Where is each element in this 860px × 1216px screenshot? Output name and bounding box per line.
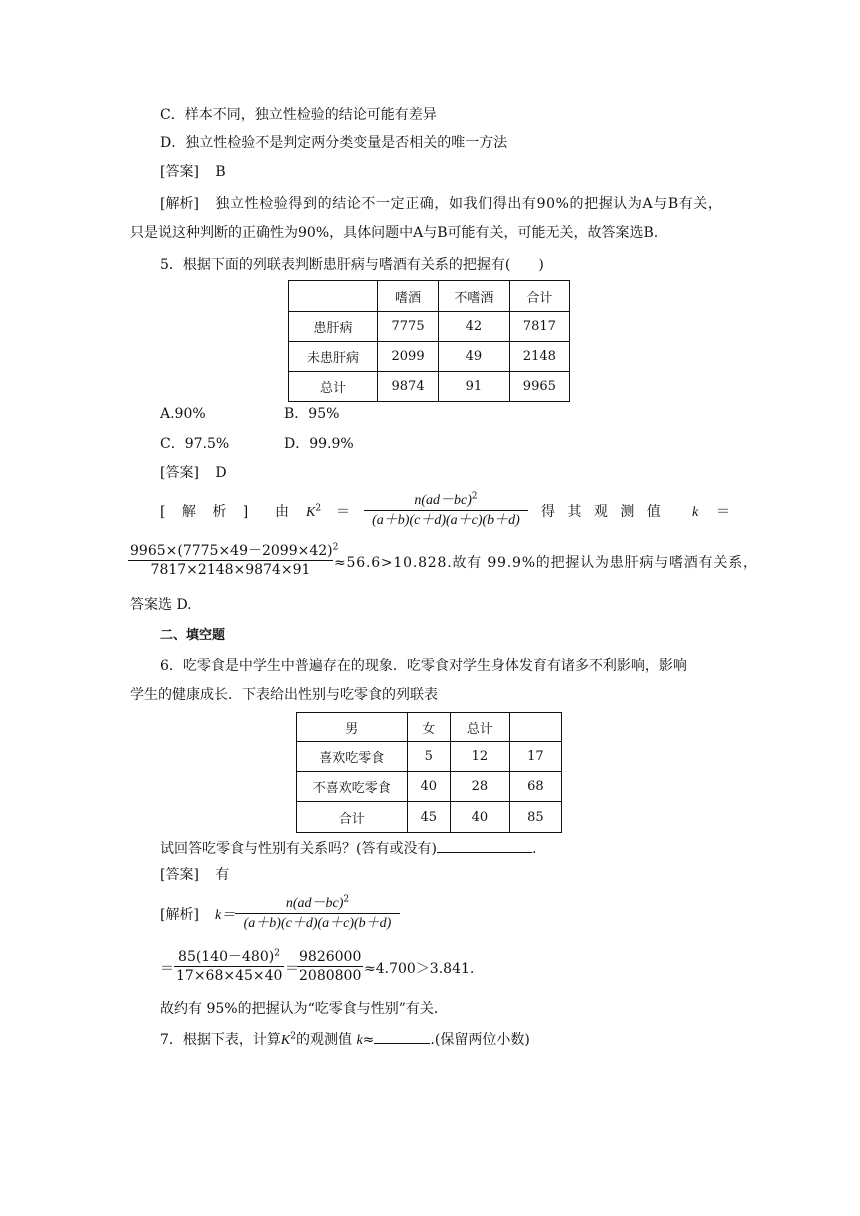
formula-denominator: (a＋b)(c＋d)(a＋c)(b＋d) [372,513,520,528]
table-row [297,772,562,802]
table-cell: 45 [407,802,450,833]
analysis-text: 独立性检验得到的结论不一定正确，如我们得出有90%的把握认为A与B有关， [215,196,723,212]
analysis-tag: [解析] [160,196,199,212]
q5-option-a: A.90% [160,406,206,422]
table-cell: 总计 [450,713,509,742]
q6-contingency-table [296,712,562,833]
q5-calc-fraction: $9965\times(7775\times 49-2099\times 42)^2$ 7817×2148×9874×91 [130,542,339,578]
answer-blank [374,1029,430,1044]
table-cell [509,713,561,742]
table-cell: 9874 [377,372,438,402]
table-cell: 7775 [377,312,438,342]
q6-answer [160,866,229,884]
table-cell: 不嗜酒 [439,281,510,312]
q4-option-d: D．独立性检验不是判定两分类变量是否相关的唯一方法 [160,135,508,151]
q5-formula-fraction: $n(ad-bc)^2$ (a＋b)(c＋d)(a＋c)(b＋d) [364,491,528,530]
table-cell: 合计 [297,802,408,833]
table-cell: 42 [439,312,510,342]
q5-option-c: C．97.5% [160,436,230,452]
table-cell: 女 [407,713,450,742]
q5-calc-result: ≈56.6>10.828.故有 99.9%的把握认为患肝病与嗜酒有关系， [334,555,758,571]
table-header-row [289,281,570,312]
table-row [289,372,570,402]
q6-eq-start: ＝ [160,961,174,977]
q5-contingency-table [288,280,570,402]
q6-stem-line1: 6．吃零食是中学生中普遍存在的现象．吃零食对学生身体发育有诸多不利影响，影响 [160,658,687,674]
q6-analysis-tag: [解析] [160,907,199,923]
table-cell: 总计 [289,372,378,402]
q6-eq-mid: ＝ [285,961,299,977]
answer-value: 有 [215,867,230,883]
table-cell: 2099 [377,342,438,372]
table-cell: 未患肝病 [289,342,378,372]
table-cell: 男 [297,713,408,742]
table-cell: 12 [450,742,509,772]
answer-value: B [215,164,226,180]
q5-equals-2: ＝ [716,504,730,520]
table-cell: 患肝病 [289,312,378,342]
q5-option-d: D．99.9% [284,436,354,452]
q5-equals: ＝ [336,504,350,520]
table-row [297,742,562,772]
table-row [289,342,570,372]
q6-formula-fraction: $n(ad-bc)^2$ (a＋b)(c＋d)(a＋c)(b＋d) [235,894,400,933]
formula-numerator: n(ad－bc) [285,896,344,911]
table-cell: 不喜欢吃零食 [297,772,408,802]
q6-k-equals: k＝ [215,908,236,923]
table-cell: 91 [439,372,510,402]
answer-value: D [215,465,227,481]
table-cell: 40 [407,772,450,802]
answer-tag: [答案] [160,164,199,180]
table-row [297,802,562,833]
q5-conclusion: 答案选 D. [130,597,192,613]
q6-result: ≈4.700＞3.841. [364,961,475,977]
formula-denominator: (a＋b)(c＋d)(a＋c)(b＋d) [243,916,392,931]
table-cell: 28 [450,772,509,802]
table-cell: 7817 [509,312,569,342]
table-header-row [297,713,562,742]
calc-denominator: 7817×2148×9874×91 [150,562,311,578]
q5-by: 由 [275,504,289,520]
q7-stem: 7．根据下表，计算$K^2$的观测值 k≈ .(保留两位小数) [160,1029,530,1050]
q6-stem-line2: 学生的健康成长．下表给出性别与吃零食的列联表 [130,687,438,703]
answer-tag: [答案] [160,867,199,883]
q4-analysis-line1 [160,195,723,213]
table-cell: 2148 [509,342,569,372]
q6-calc-fraction-2: 9826000 2080800 [299,949,362,984]
table-cell: 49 [439,342,510,372]
formula-numerator: n(ad－bc) [414,493,472,508]
table-cell: 喜欢吃零食 [297,742,408,772]
q5-k-squared: $K^2$ [306,503,322,520]
q5-option-b: B．95% [284,406,340,422]
answer-tag: [答案] [160,465,199,481]
table-cell [289,281,378,312]
table-cell: 5 [407,742,450,772]
table-cell: 9965 [509,372,569,402]
table-cell: 嗜酒 [377,281,438,312]
q6-calc-fraction-1: $85(140-480)^2$ 17×68×45×40 [176,948,283,984]
q6-conclusion: 故约有 95%的把握认为“吃零食与性别”有关． [160,1001,448,1017]
q4-answer [160,163,226,181]
q6-question: 试回答吃零食与性别有关系吗？(答有或没有) . [160,838,536,858]
table-cell: 85 [509,802,561,833]
q4-option-c: C．样本不同，独立性检验的结论可能有差异 [160,107,437,123]
q5-k: k [692,505,699,520]
table-cell: 68 [509,772,561,802]
q4-analysis-line2: 只是说这种判断的正确性为90%，具体问题中A与B可能有关，可能无关，故答案选B. [130,225,659,241]
calc-numerator: 9965×(7775×49－2099×42) [130,543,333,559]
q5-stem: 5．根据下面的列联表判断患肝病与嗜酒有关系的把握有( ) [160,257,544,273]
table-cell: 合计 [509,281,569,312]
table-cell: 17 [509,742,561,772]
answer-blank [437,838,532,853]
table-row [289,312,570,342]
q5-observed-label: 得 其 观 测 值 [541,504,665,520]
table-cell: 40 [450,802,509,833]
section-title: 二、填空题 [160,628,226,643]
q5-analysis-tag: [ 解 析 ] [160,504,255,520]
q5-answer [160,464,227,482]
